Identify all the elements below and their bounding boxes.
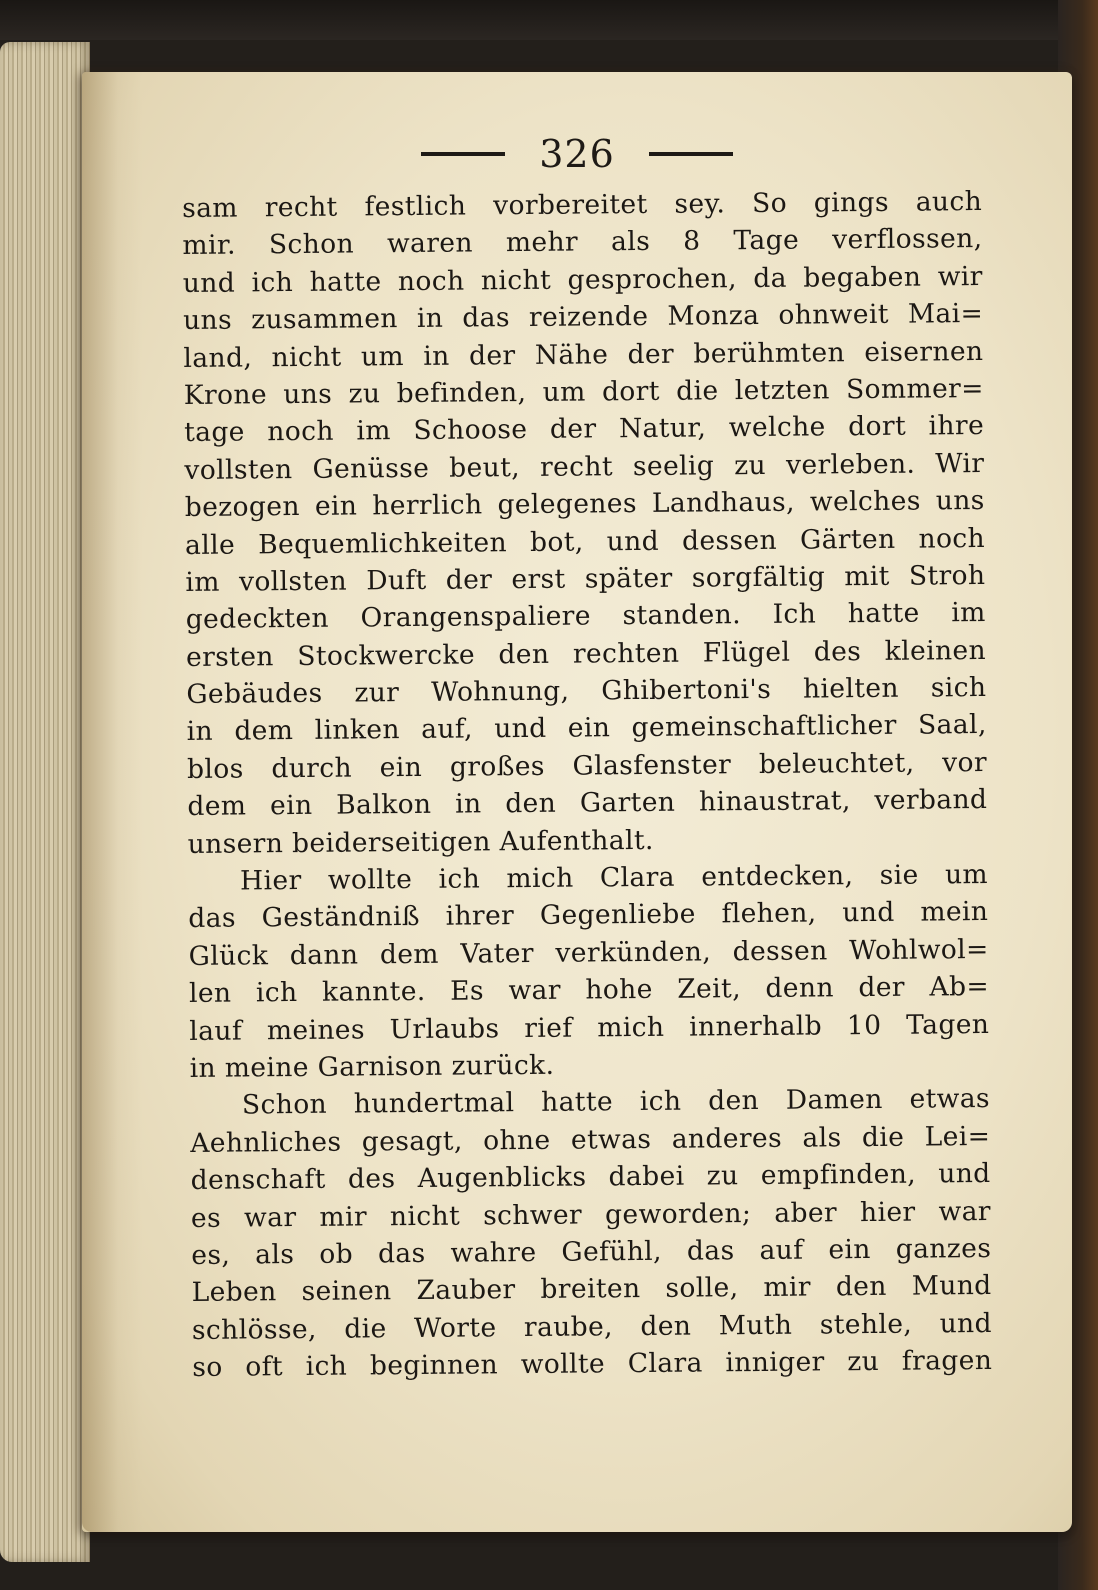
text-line: ersten Stockwercke den rechten Flügel des kleinen [185, 634, 987, 673]
text-line: in meine Garnison zurück. [189, 1049, 555, 1084]
text-line: lauf meines Urlaubs rief mich innerhalb 10 Tagen [189, 1008, 990, 1047]
book-cover-edge [0, 0, 1098, 40]
text-line: und ich hatte noch nicht gesprochen, da begaben wir [182, 260, 983, 299]
paragraph [188, 856, 990, 1087]
text-line: bezogen ein herrlich gelegenes Landhaus, welches uns [184, 485, 985, 524]
text-line: len ich kannte. Es war hohe Zeit, denn der Ab= [188, 971, 990, 1010]
text-line: Krone uns zu befinden, um dort die letzten Sommer= [183, 372, 984, 411]
text-line: schlösse, die Worte raube, den Muth stehle, und [191, 1307, 993, 1346]
page-block-edges [0, 42, 90, 1562]
text-line: es, als ob das wahre Gefühl, das auf ein ganzes [191, 1232, 992, 1271]
text-line: gedeckten Orangenspaliere standen. Ich hatte im [185, 597, 986, 636]
text-line: denschaft des Augenblicks dabei zu empfinden, und [190, 1158, 991, 1197]
text-line: tage noch im Schoose der Natur, welche dort ihre [183, 410, 985, 449]
text-line: land, nicht um in der Nähe der berühmten eisernen [183, 335, 984, 374]
text-line: dem ein Balkon in den Garten hinaustrat, verband [187, 784, 988, 823]
text-line: sam recht festlich vorbereitet sey. So gings auch [182, 186, 983, 224]
text-line: Leben seinen Zauber breiten solle, mir den Mund [191, 1270, 992, 1309]
header-rule-right [649, 152, 733, 156]
text-line: Glück dann dem Vater verkünden, dessen Wohlwol= [188, 933, 989, 972]
text-line: unsern beiderseitigen Aufenthalt. [187, 824, 654, 860]
page-header [82, 132, 1072, 176]
text-line: Gebäudes zur Wohnung, Ghibertoni's hielten sich [186, 672, 987, 711]
text-line: Aehnliches gesagt, ohne etwas anderes als die Lei= [190, 1120, 991, 1159]
text-line: so oft ich beginnen wollte Clara inniger zu fragen [192, 1345, 993, 1384]
text-line: das Geständniß ihrer Gegenliebe flehen, und mein [188, 896, 989, 935]
text-line: alle Bequemlichkeiten bot, und dessen Gärten noch [184, 522, 986, 561]
body-text [182, 183, 992, 1386]
text-line: Schon hundertmal hatte ich den Damen etwas [241, 1083, 991, 1121]
book-page [82, 72, 1072, 1532]
text-line: in dem linken auf, und ein gemeinschaftlicher Saal, [186, 709, 987, 748]
text-line: vollsten Genüsse beut, recht seelig zu verleben. Wir [184, 447, 985, 486]
header-rule-left [421, 152, 505, 156]
text-line: uns zusammen in das reizende Monza ohnweit Mai= [183, 298, 984, 337]
text-line: im vollsten Duft der erst später sorgfältig mit Stroh [185, 559, 986, 598]
page-number: 326 [539, 132, 615, 176]
gutter-shadow [82, 72, 142, 1532]
text-line: Hier wollte ich mich Clara entdecken, sie um [239, 859, 989, 897]
paragraph [182, 183, 988, 863]
text-line: blos durch ein großes Glasfenster beleuchtet, vor [186, 746, 988, 785]
paragraph [190, 1080, 993, 1386]
text-line: mir. Schon waren mehr als 8 Tage verflossen, [182, 223, 983, 262]
text-line: es war mir nicht schwer geworden; aber hier war [190, 1195, 992, 1234]
